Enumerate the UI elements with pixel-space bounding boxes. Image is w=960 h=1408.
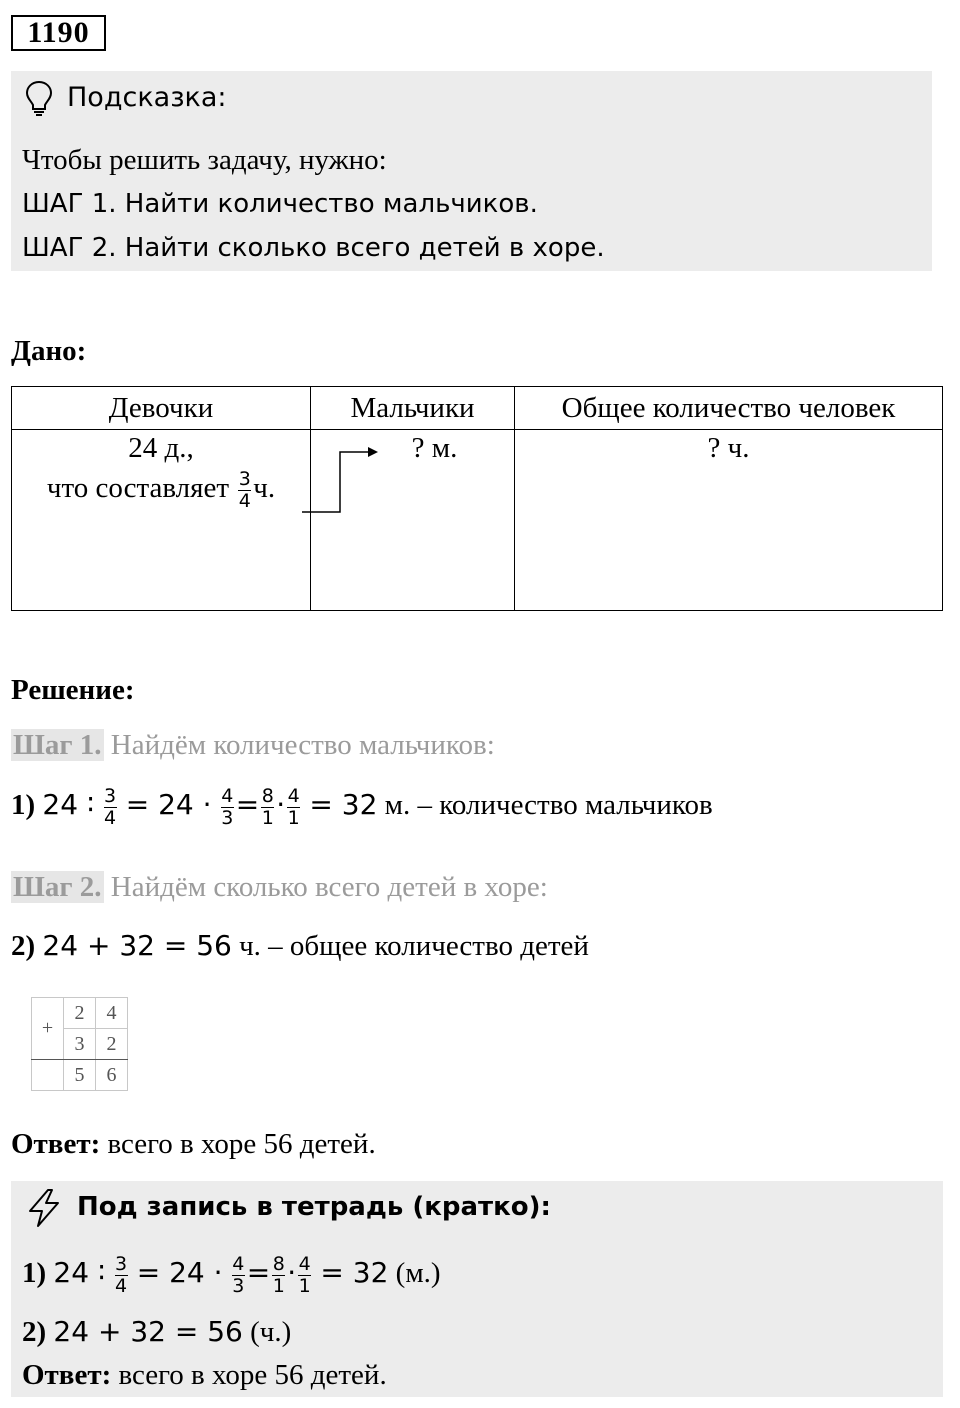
solution-step-2-text: Найдём сколько всего детей в хоре: [110, 871, 548, 903]
girls-count: 24 д., [128, 432, 194, 464]
column-digit: 2 [64, 998, 96, 1029]
equation-1-fraction-1 [104, 786, 117, 829]
notes-answer-text: всего в хоре 56 детей. [118, 1359, 387, 1391]
column-addition [31, 997, 128, 1091]
relation-arrow-icon [300, 446, 380, 516]
cell-total [515, 430, 943, 611]
total-value: ? ч. [707, 432, 750, 464]
fraction-denominator: 1 [287, 807, 300, 829]
notes-title: Под запись в тетрадь (кратко): [77, 1192, 551, 1222]
fraction-numerator: 4 [298, 1253, 311, 1275]
fraction-numerator: 3 [103, 785, 117, 807]
fraction-numerator: 8 [272, 1253, 285, 1275]
solution-step-1 [11, 729, 495, 762]
header-total: Общее количество человек [515, 387, 943, 430]
girls-fraction [238, 469, 251, 512]
hint-step-1-text: Найти количество мальчиков. [124, 189, 538, 219]
equation-2-expression: 24 + 32 = 56 [42, 929, 232, 962]
notes-equation-2-tail: (ч.) [250, 1316, 292, 1348]
hint-step-2-label: ШАГ 2. [22, 233, 117, 263]
fraction-denominator: 1 [298, 1275, 311, 1297]
given-table [11, 386, 943, 611]
column-empty-cell [32, 1060, 64, 1091]
notes-equation-2-expression: 24 + 32 = 56 [53, 1315, 243, 1348]
fraction-numerator: 8 [261, 785, 274, 807]
equation-2-number: 2) [11, 930, 36, 962]
fraction-denominator: 4 [114, 1275, 128, 1297]
column-digit: 2 [96, 1029, 128, 1060]
girls-fraction-numerator: 3 [238, 468, 251, 490]
answer-label: Ответ: [11, 1128, 101, 1160]
fraction-denominator: 1 [272, 1275, 285, 1297]
fraction-numerator: 4 [287, 785, 300, 807]
column-result-digit: 6 [96, 1060, 128, 1091]
notes-equation-1 [22, 1254, 441, 1297]
fraction-denominator: 4 [103, 807, 117, 829]
notes-equation-1-dot: · [287, 1256, 297, 1290]
solution-step-2 [11, 871, 548, 904]
column-result-digit: 5 [64, 1060, 96, 1091]
notes-equation-1-fraction-4 [298, 1254, 311, 1297]
boys-value: ? м. [411, 432, 458, 464]
solution-title: Решение: [11, 674, 135, 706]
notes-equation-2 [22, 1315, 291, 1349]
cell-girls [12, 430, 311, 611]
notes-equation-1-part-c: = [246, 1256, 271, 1290]
equation-1-part-a: 24 ∶ [42, 788, 95, 822]
hint-intro: Чтобы решить задачу, нужно: [22, 144, 387, 176]
notes-equation-1-part-d: = 32 [320, 1256, 389, 1290]
notes-answer-label: Ответ: [22, 1359, 112, 1391]
column-digit: 3 [64, 1029, 96, 1060]
fraction-numerator: 4 [221, 785, 234, 807]
equation-1-fraction-3 [261, 786, 274, 829]
solution-step-1-text: Найдём количество мальчиков: [110, 729, 495, 761]
girls-fraction-prefix: что составляет [46, 472, 230, 505]
header-girls: Девочки [12, 387, 311, 430]
notes-equation-1-number: 1) [22, 1257, 47, 1290]
solution-step-1-label: Шаг 1. [13, 729, 102, 761]
notes-equation-1-tail: (м.) [395, 1257, 441, 1290]
fraction-numerator: 3 [114, 1253, 128, 1275]
equation-1-tail: м. – количество мальчиков [384, 789, 713, 822]
fraction-denominator: 3 [232, 1275, 245, 1297]
girls-fraction-line [12, 469, 310, 512]
hint-title: Подсказка: [67, 82, 227, 113]
hint-step-1 [22, 189, 538, 219]
fraction-denominator: 1 [261, 807, 274, 829]
problem-number: 1190 [11, 15, 106, 51]
fraction-denominator: 3 [221, 807, 234, 829]
lightning-icon [24, 1187, 64, 1229]
notes-equation-1-fraction-2 [232, 1254, 245, 1297]
hint-step-1-label: ШАГ 1. [22, 189, 117, 219]
notes-answer [22, 1359, 387, 1392]
solution-equation-2 [11, 929, 589, 963]
girls-fraction-unit: ч. [253, 472, 276, 505]
notes-equation-2-number: 2) [22, 1316, 47, 1348]
solution-equation-1 [11, 786, 713, 829]
notes-equation-1-fraction-1 [115, 1254, 128, 1297]
girls-fraction-denominator: 4 [238, 490, 251, 512]
lightbulb-icon [24, 79, 54, 117]
hint-step-2 [22, 233, 605, 263]
equation-2-tail: ч. – общее количество детей [239, 930, 589, 962]
equation-1-fraction-4 [287, 786, 300, 829]
notes-equation-1-part-b: = 24 · [136, 1256, 223, 1290]
equation-1-part-d: = 32 [309, 788, 378, 822]
equation-1-part-b: = 24 · [125, 788, 212, 822]
header-boys: Мальчики [311, 387, 515, 430]
column-digit: 4 [96, 998, 128, 1029]
hint-step-2-text: Найти сколько всего детей в хоре. [124, 233, 605, 263]
solution-step-2-label: Шаг 2. [13, 871, 102, 903]
equation-1-part-c: = [235, 788, 260, 822]
answer-text: всего в хоре 56 детей. [107, 1128, 376, 1160]
fraction-numerator: 4 [232, 1253, 245, 1275]
equation-1-dot: · [276, 788, 286, 822]
equation-1-number: 1) [11, 789, 36, 822]
column-addition-sign: + [32, 998, 64, 1060]
given-title: Дано: [11, 335, 87, 367]
notes-equation-1-part-a: 24 ∶ [53, 1256, 106, 1290]
notes-equation-1-fraction-3 [272, 1254, 285, 1297]
solution-answer [11, 1128, 376, 1161]
equation-1-fraction-2 [221, 786, 234, 829]
